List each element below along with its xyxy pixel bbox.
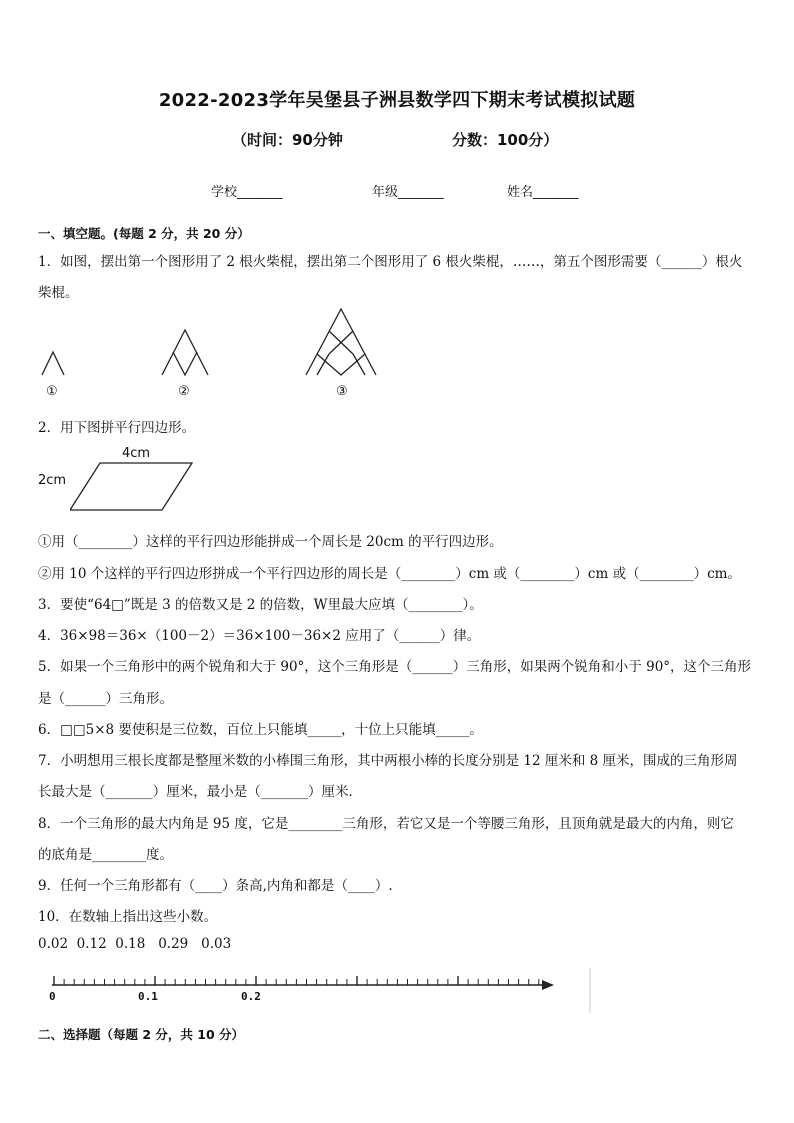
page-title: 2022-2023学年吴堡县子洲县数学四下期末考试模拟试题 (158, 90, 636, 111)
parallelogram-top-label: 4cm (122, 446, 151, 461)
figure-label-3: ③ (336, 384, 348, 399)
parallelogram-side-label: 2cm (38, 473, 67, 488)
q7-text-line1: 7．小明想用三根长度都是整厘米数的小棒围三角形，其中两根小棒的长度分别是 12 厘米和 8 厘米，围成的三角形周 (38, 753, 738, 769)
q4-text: 4．36×98＝36×（100－2）＝36×100－36×2 应用了（______）律。 (38, 628, 481, 644)
q2-sub2: ②用 10 个这样的平行四边形拼成一个平行四边形的周长是（________）cm 或（________）cm 或（________）cm。 (38, 566, 741, 582)
q10-text: 10．在数轴上指出这些小数。 (38, 909, 218, 925)
figure-label-1: ① (46, 384, 58, 399)
axis-label-0.2: 0.2 (241, 990, 261, 1003)
q9-text: 9．任何一个三角形都有（____）条高,内角和都是（____）. (38, 878, 393, 894)
q8-text-line1: 8．一个三角形的最大内角是 95 度，它是________三角形，若它又是一个等腰三角形，且顶角就是最大的内角，则它 (38, 816, 734, 832)
q5-text-line2: 是（______）三角形。 (38, 691, 173, 707)
q6-text: 6．□□5×8 要使积是三位数，百位上只能填_____，十位上只能填_____。 (38, 722, 483, 738)
exam-score: 分数：100分） (452, 131, 559, 149)
axis-label-0: 0 (49, 990, 56, 1003)
q2-sub1: ①用（________）这样的平行四边形能拼成一个周长是 20cm 的平行四边形。 (38, 534, 503, 550)
q1-text-line2: 柴棍。 (38, 285, 79, 301)
number-line-arrow (542, 980, 554, 990)
section1-heading: 一、填空题。(每题 2 分，共 20 分） (38, 226, 250, 241)
section2-heading: 二、选择题（每题 2 分，共 10 分） (38, 1027, 245, 1042)
q10-values: 0.02 0.12 0.18 0.29 0.03 (38, 936, 232, 952)
parallelogram-figure (70, 458, 200, 518)
q1-text-line1: 1．如图，摆出第一个图形用了 2 根火柴棍，摆出第二个图形用了 6 根火柴棍，……，第五个图形需要（______）根火 (38, 254, 743, 270)
q2-text: 2．用下图拼平行四边形。 (38, 420, 196, 436)
grade-field: 年级_______ (372, 185, 444, 200)
figure-label-2: ② (178, 384, 190, 399)
axis-label-0.1: 0.1 (138, 990, 158, 1003)
q8-text-line2: 的底角是________度。 (38, 847, 173, 863)
exam-time: （时间：90分钟 (232, 131, 343, 149)
q7-text-line2: 长最大是（_______）厘米，最小是（_______）厘米． (38, 784, 362, 800)
name-field: 姓名_______ (507, 185, 579, 200)
school-field: 学校_______ (211, 185, 283, 200)
q5-text-line1: 5．如果一个三角形中的两个锐角和大于 90°，这个三角形是（______）三角形，如果两个锐角和小于 90°，这个三角形 (38, 659, 752, 675)
q3-text: 3．要使“64□”既是 3 的倍数又是 2 的倍数，W里最大应填（________）。 (38, 597, 483, 613)
number-line (30, 965, 600, 1015)
